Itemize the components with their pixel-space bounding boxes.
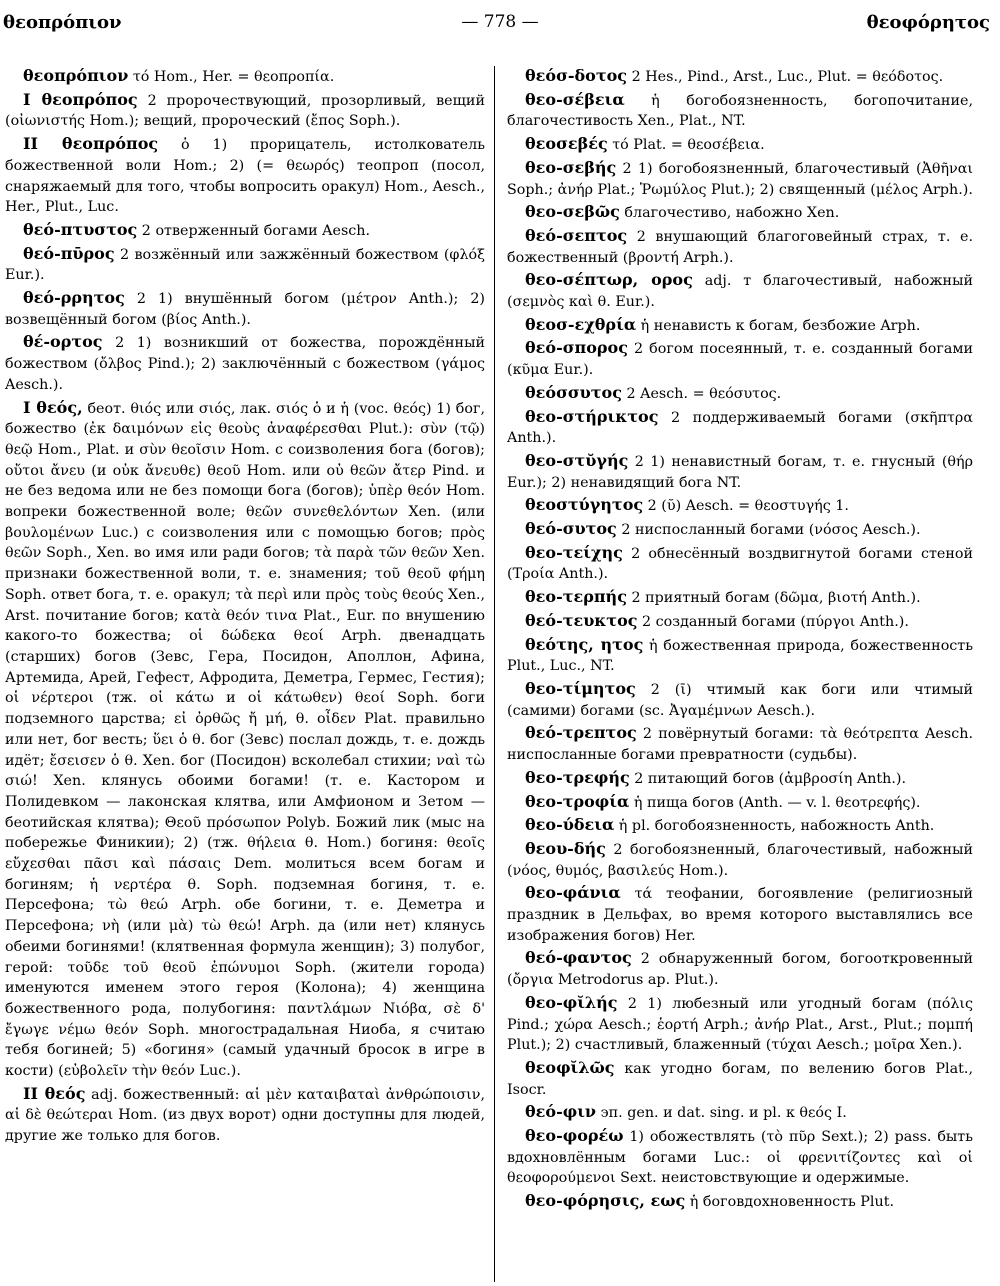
dictionary-entry bbox=[5, 134, 485, 218]
entry-headword: θεο-φόρησις, εως bbox=[525, 1191, 686, 1211]
entry-definition: τό Plat. = θεοσέβεια. bbox=[607, 137, 765, 154]
entry-definition: 2 ниспосланный богами (νόσος Aesch.). bbox=[616, 522, 921, 539]
entry-definition: 2 (ῑ) чтимый как боги или чтимый (самими) богами (sc. Ἀγαμέμνων Aesch.). bbox=[507, 681, 973, 719]
dictionary-entry bbox=[5, 66, 485, 88]
dictionary-entry bbox=[507, 815, 973, 837]
entry-definition: 2 пророчествующий, прозорливый, вещий (οἰωνιστής Hom.); вещий, пророческий (ἔπος Soph.). bbox=[5, 92, 485, 130]
entry-definition: adj. т благочестивый, набожный (σεμνὸς καὶ θ. Eur.). bbox=[507, 273, 973, 311]
entry-headword: θεο-τροφία bbox=[525, 791, 630, 811]
entry-headword: θεο-στήρικτος bbox=[525, 406, 659, 426]
entry-headword: θεό-πτυστος bbox=[23, 219, 138, 239]
entry-definition: беот. θιός или σιός, лак. σιός ὁ и ἡ (voc. θεός) 1) бог, божество (ἐκ δαιμόνων εἰς θεοὺς ἀναφέρεσθαι Plut.): σὺν (τῷ) θεῷ Hom., Plat. и σὺν θεοῖσιν Hom. с соизволения бога (богов); οὔτοι ἄνευ (и οὐκ ἄνευθε) θεοῦ Hom. или οὐ θεῶν ἄτερ Pind. и не без ведома или не без помощи бога (богов); ὑπὲρ θεόν Hom. вопреки божественной воле; θεῶν συνεθελόντων Xen. (или βουλομένων Luc.) с соизволения или с помощью богов; πρὸς θεῶν Soph., Xen. во имя или ради богов; τὰ παρὰ τῶν θεῶν Xen. признаки божественной воли, т. е. знамения; τοῦ θεοῦ φήμη Soph. ответ бога, т. е. оракул; τὰ περὶ или πρὸς τοὺς θεούς Xen., Arst. почитание богов; κατὰ θεόν τινα Plat., Eur. по внушению какого-то божества; οἱ δώδεκα θεοί Arph. двенадцать (старших) богов (Зевс, Гера, Посидон, Аполлон, Афина, Артемида, Арей, Гефест, Афродита, Деметра, Гермес, Гестия); οἱ νέρτεροι (тж. οἱ κάτω и οἱ κάτωθεν) θεοί Soph. боги подземного царства; εἰ ὀρθῶς ἤ μή, θ. οἶδεν Plat. правильно или нет, бог весть; ὕει ὁ θ. бог (Зевс) послал дождь, т. е. дождь идёт; ἔσεισεν ὁ θ. Xen. бог (Посидон) всколебал стихии; ναὶ τὼ σιώ! Xen. клянусь обоими богами! (т. е. Кастором и Полидевком — лаконская клятва, или Амфионом и Зетом — беотийская клятва); Θεοῦ πρόσωπον Polyb. Божий лик (мыс на побережье Финикии); 2) (тж. θήλεια θ. Hom.) богиня: θεοῖς εὔχεσθαι πᾶσι καὶ πάσαις Dem. молиться всем богам и богиням; ἡ νερτέρα θ. Soph. подземная богиня, т. е. Персефона; τὼ θεώ Arph. обе богини, т. е. Деметра и Персефона; νὴ (или μὰ) τὼ θεώ! Arph. да (или нет) клянусь обеими богинями! (клятвенная формула женщин); 3) полубог, герой: τοῦδε τοῦ θεοῦ ἐπώνυμοι Soph. (жители города) именуются именем этого героя (Колона); 4) женщина божественного рода, полубогиня: παντλάμων Νιόβα, σὲ δ' ἔγωγε νέμω θεόν Soph. многострадальная Ниоба, я считаю тебя богиней; 5) «богиня» (самый удачный бросок в игре в кости) (εὐβολεῖν τὴν θεόν Luc.). bbox=[5, 400, 486, 1080]
dictionary-entry bbox=[5, 398, 485, 1082]
entry-headword: θεο-φάνια bbox=[525, 883, 621, 903]
entry-headword: I θεός, bbox=[23, 397, 83, 417]
entry-headword: θεο-σέβεια bbox=[525, 89, 625, 109]
dictionary-entry bbox=[507, 66, 973, 88]
entry-headword: θεό-πῡρος bbox=[23, 243, 115, 263]
entry-definition: 1) обожествлять (τὸ πῦρ Sext.); 2) pass. быть вдохновлённым богами Luc.: οἱ φρενιτίζοντες καὶ οἱ θεοφορούμενοι Sext. неистовствующие и одержимые. bbox=[507, 1129, 973, 1187]
dictionary-entry bbox=[507, 1191, 973, 1213]
entry-headword: θεόσσυτος bbox=[525, 382, 622, 402]
dictionary-entry bbox=[507, 723, 973, 765]
entry-headword: θεο-ύδεια bbox=[525, 815, 615, 835]
entry-definition: 2 1) любезный или угодный богам (πόλις Pind.; χώρα Aesch.; ἑορτή Arph.; ἀνήρ Plat., Arst., Plut.; πομπή Plut.); 2) счастливый, блаженный (τύχαι Aesch.; μοῖρα Xen.). bbox=[507, 995, 973, 1054]
dictionary-entry bbox=[507, 202, 973, 224]
entry-definition: 2 обнесённый воздвигнутой богами стеной (Τροία Anth.). bbox=[507, 545, 973, 583]
dictionary-entry bbox=[507, 993, 973, 1056]
entry-definition: τά теофании, богоявление (религиозный праздник в Дельфах, во время которого выставлялись все изображения богов) Her. bbox=[507, 886, 973, 944]
dictionary-entry bbox=[5, 90, 485, 132]
entry-definition: 2 1) ненавистный богам, т. е. гнусный (θήρ Eur.); 2) ненавидящий бога NT. bbox=[507, 453, 973, 491]
entry-definition: благочестиво, набожно Xen. bbox=[619, 205, 840, 222]
entry-definition: 2 1) возникший от божества, порождённый божеством (ὄλβος Pind.); 2) заключённый с божеством (γάμος Aesch.). bbox=[5, 335, 485, 393]
dictionary-entry bbox=[5, 288, 485, 330]
entry-headword: θεο-σεβῶς bbox=[525, 202, 620, 222]
entry-headword: θέ-ορτος bbox=[23, 332, 103, 352]
entry-headword: θεό-ρρητος bbox=[23, 288, 125, 308]
entry-definition: adj. божественный: αἱ μὲν καταιβαταὶ ἀνθρώποισιν, αἱ δὲ θεώτεραι Hom. (из двух ворот) одни доступны для людей, другие же только для богов. bbox=[5, 1086, 485, 1145]
entry-headword: θεο-φῐλής bbox=[525, 992, 618, 1012]
dictionary-entry bbox=[507, 315, 973, 337]
dictionary-entry bbox=[507, 383, 973, 405]
dictionary-entry bbox=[507, 495, 973, 517]
right-column bbox=[507, 66, 973, 1215]
entry-definition: τό Hom., Her. = θεοπροπία. bbox=[128, 69, 335, 85]
entry-headword: θεοπρόπιον bbox=[23, 66, 129, 85]
entry-headword: θεό-φιν bbox=[525, 1102, 597, 1122]
entry-headword: θεου-δής bbox=[525, 838, 606, 858]
entry-headword: θεόσ-δοτος bbox=[525, 66, 628, 85]
entry-headword: θεοσ-εχθρία bbox=[525, 314, 637, 334]
dictionary-entry bbox=[507, 611, 973, 633]
entry-definition: 2 отверженный богами Aesch. bbox=[137, 222, 371, 239]
dictionary-entry bbox=[507, 948, 973, 990]
entry-definition: 2 1) внушённый богом (μέτρον Anth.); 2) возвещённый богом (βίος Anth.). bbox=[5, 291, 485, 328]
entry-headword: I θεοπρόπος bbox=[23, 89, 138, 109]
dictionary-entry bbox=[507, 543, 973, 585]
entry-definition: ἡ богобоязненность, богопочитание, благочестивость Xen., Plat., NT. bbox=[507, 92, 973, 130]
dictionary-entry bbox=[507, 792, 973, 814]
page-number: — 778 — bbox=[461, 12, 539, 32]
entry-definition: 2 поддерживаемый богами (σκῆπτρα Anth.). bbox=[507, 409, 973, 447]
entry-headword: θεότης, ητος bbox=[525, 634, 644, 654]
entry-definition: 2 обнаруженный богом, богооткровенный (ὄργια Metrodorus ap. Plut.). bbox=[507, 951, 973, 989]
entry-headword: θεο-τίμητος bbox=[525, 678, 636, 698]
entry-headword: θεο-σεβής bbox=[525, 157, 617, 177]
dictionary-entry bbox=[507, 451, 973, 493]
dictionary-entry bbox=[507, 1126, 973, 1189]
dictionary-entry bbox=[507, 270, 973, 312]
entry-definition: ἡ пища богов (Anth. — v. l. θεοτρεφής). bbox=[629, 794, 921, 811]
dictionary-entry bbox=[507, 519, 973, 541]
dictionary-entry bbox=[507, 407, 973, 449]
dictionary-entry bbox=[507, 226, 973, 268]
entry-definition: 2 возжённый или зажжённый божеством (φλόξ Eur.). bbox=[5, 246, 485, 284]
entry-headword: II θεοπρόπος bbox=[23, 134, 159, 154]
entry-headword: θεό-σεπτος bbox=[525, 225, 628, 245]
entry-definition: 2 питающий богов (ἀμβροσίη Anth.). bbox=[629, 770, 907, 787]
dictionary-entry bbox=[507, 338, 973, 380]
entry-definition: 2 богом посеянный, т. е. созданный богами (κῦμα Eur.). bbox=[507, 341, 973, 379]
entry-headword: θεο-τείχης bbox=[525, 542, 623, 562]
dictionary-entry bbox=[507, 158, 973, 200]
entry-definition: 2 Aesch. = θεόσυτος. bbox=[621, 385, 782, 402]
entry-definition: ἡ pl. богобоязненность, набожность Anth. bbox=[614, 818, 935, 835]
dictionary-entry bbox=[5, 220, 485, 242]
entry-headword: θεό-φαντος bbox=[525, 948, 632, 968]
dictionary-entry bbox=[5, 1084, 485, 1147]
entry-definition: как угодно богам, по велению богов Plat., Isocr. bbox=[507, 1060, 973, 1098]
entry-definition: 2 приятный богам (δῶμα, βιοτή Anth.). bbox=[626, 590, 921, 607]
entry-definition: 2 богобоязненный, благочестивый, набожный (νόος, θυμός, βασιλεύς Hom.). bbox=[507, 841, 973, 879]
entry-headword: θεο-τερπής bbox=[525, 587, 627, 607]
entry-definition: ἡ божественная природа, божественность Plut., Luc., NT. bbox=[507, 637, 973, 675]
entry-definition: 2 созданный богами (πύργοι Anth.). bbox=[637, 613, 909, 630]
entry-definition: 2 внушающий благоговейный страх, т. е. божественный (βροντή Arph.). bbox=[507, 228, 973, 266]
running-headword-right: θεοφόρητος bbox=[866, 12, 990, 33]
entry-headword: θεο-σέπτωρ, ορος bbox=[525, 270, 693, 290]
entry-headword: θεο-φορέω bbox=[525, 1126, 624, 1146]
running-headword-left: θεοπρόπιον bbox=[3, 12, 122, 33]
dictionary-entry bbox=[5, 332, 485, 395]
entry-definition: ἡ боговдохновенность Plut. bbox=[685, 1194, 895, 1211]
entry-headword: θεό-σπορος bbox=[525, 338, 628, 358]
dictionary-entry bbox=[507, 1102, 973, 1124]
entry-headword: θεοφῐλῶς bbox=[525, 1057, 615, 1077]
entry-headword: θεο-στῠγής bbox=[525, 450, 629, 470]
entry-headword: θεοστύγητος bbox=[525, 495, 644, 515]
dictionary-entry bbox=[507, 883, 973, 946]
entry-definition: 2 Hes., Pind., Arst., Luc., Plut. = θεόδοτος. bbox=[627, 69, 944, 85]
entry-definition: ὁ 1) прорицатель, истолкователь божественной воли Hom.; 2) (= θεωρός) теопроп (посол, снаряжаемый для того, чтобы вопросить оракул) Hom., Aesch., Her., Plut., Luc. bbox=[5, 137, 485, 216]
entry-headword: θεό-τευκτος bbox=[525, 610, 638, 630]
dictionary-entry bbox=[507, 635, 973, 677]
entry-definition: эп. gen. и dat. sing. и pl. к θεός I. bbox=[596, 1105, 847, 1122]
entry-headword: II θεός bbox=[23, 1083, 86, 1103]
dictionary-entry bbox=[507, 587, 973, 609]
page-header bbox=[0, 12, 1000, 42]
entry-definition: 2 повёрнутый богами: τὰ θεότρεπτα Aesch. ниспосланные богами превратности (судьбы). bbox=[507, 726, 973, 764]
dictionary-entry bbox=[507, 1058, 973, 1100]
left-column bbox=[5, 66, 485, 1149]
entry-definition: 2 (ῠ) Aesch. = θεοστυγής 1. bbox=[643, 498, 849, 515]
dictionary-entry bbox=[507, 768, 973, 790]
entry-headword: θεό-τρεπτος bbox=[525, 723, 637, 743]
dictionary-entry bbox=[5, 244, 485, 286]
dictionary-entry bbox=[507, 90, 973, 132]
dictionary-entry bbox=[507, 134, 973, 156]
entry-headword: θεο-τρεφής bbox=[525, 767, 630, 787]
dictionary-entry bbox=[507, 839, 973, 881]
entry-definition: 2 1) богобоязненный, благочестивый (Ἀθῆναι Soph.; ἀνήρ Plat.; Ῥωμύλος Plut.); 2) священный (μέλος Arph.). bbox=[507, 160, 973, 198]
entry-headword: θεό-συτος bbox=[525, 519, 617, 539]
column-divider bbox=[494, 66, 495, 1282]
entry-definition: ἡ ненависть к богам, безбожие Arph. bbox=[636, 317, 921, 334]
dictionary-entry bbox=[507, 679, 973, 721]
entry-headword: θεοσεβές bbox=[525, 134, 608, 154]
